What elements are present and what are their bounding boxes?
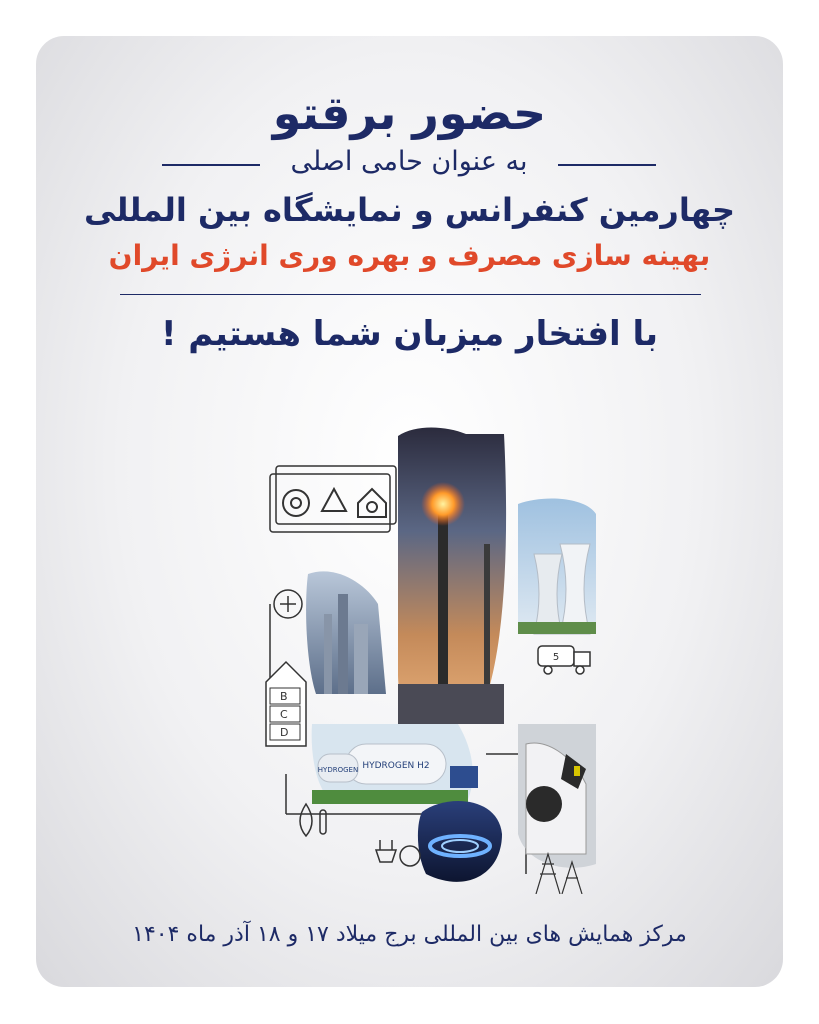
tank-label: HYDROGEN H2 <box>362 761 430 771</box>
host-line: با افتخار میزبان شما هستیم ! <box>160 314 659 354</box>
truck-label: 5 <box>552 652 560 663</box>
conference-title: چهارمین کنفرانس و نمایشگاه بین المللی <box>83 191 736 229</box>
poster-title: حضور برقتو <box>272 86 547 140</box>
poster-card <box>36 36 783 987</box>
energy-rating-icon <box>266 662 306 746</box>
thermometer-icon <box>300 804 326 836</box>
fuel-truck-icon <box>538 646 590 674</box>
energy-illustration <box>226 394 596 894</box>
gear-hand-icon <box>283 490 309 516</box>
climate-icon <box>274 590 302 618</box>
conference-subtitle: بهینه سازی مصرف و بهره وری انرژی ایران <box>108 239 711 272</box>
sponsor-row <box>36 144 783 184</box>
divider <box>120 294 701 295</box>
house-fan-icon <box>358 489 386 517</box>
tank-label-small: HYDROGEN <box>317 766 359 774</box>
venue-date: مرکز همایش های بین المللی برج میلاد ۱۷ و ۱۸ آذر ماه ۱۴۰۴ <box>132 922 687 947</box>
energy-label-c: C <box>280 708 288 721</box>
right-rule <box>558 164 656 166</box>
recycle-icon <box>322 489 346 511</box>
energy-label-d: D <box>280 726 289 739</box>
energy-label-b: B <box>280 690 288 703</box>
plug-gauge-icon <box>376 840 420 866</box>
sponsor-text: به عنوان حامی اصلی <box>290 146 528 177</box>
